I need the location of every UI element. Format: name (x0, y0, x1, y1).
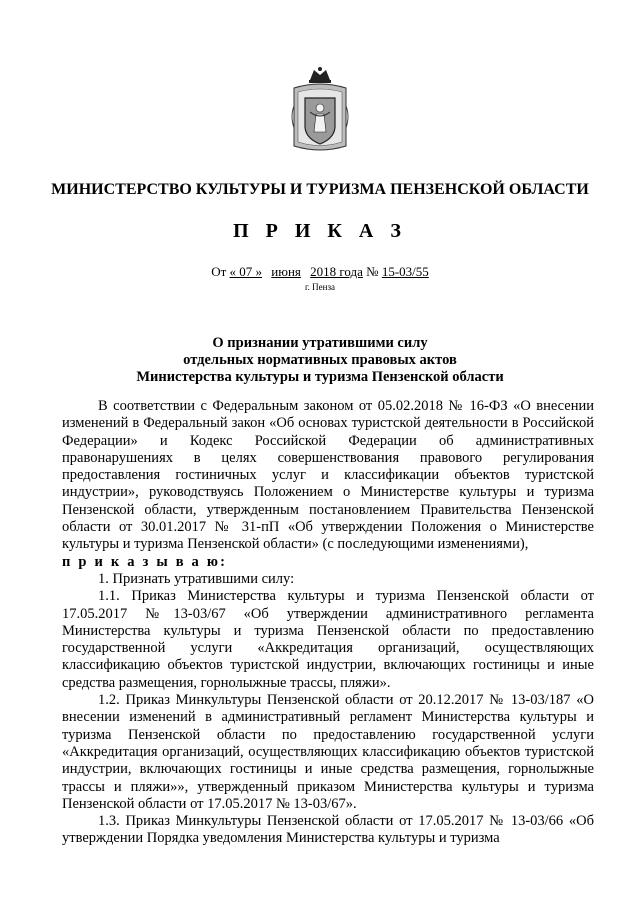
coat-of-arms-icon (288, 66, 352, 156)
document-heading (0, 335, 640, 386)
paragraph-item-1-3: 1.3. Приказ Минкультуры Пензенской области от 17.05.2017 № 13-03/66 «Об утверждении Порядка уведомления Министерства культуры и туризма (62, 813, 594, 847)
city-label: г. Пенза (304, 282, 336, 292)
number-sign: № (366, 264, 379, 279)
heading-line-3: Министерства культуры и туризма Пензенской области (136, 369, 504, 385)
heading-line-1: О признании утратившими силу (212, 335, 428, 351)
date-number-line (0, 264, 640, 280)
paragraph-item-1: 1. Признать утратившими силу: (98, 570, 295, 587)
paragraph-preamble: В соответствии с Федеральным законом от 05.02.2018 № 16-ФЗ «О внесении изменений в Федеральный закон «Об основах туристской деятельности в Российской Федерации» и Кодекс Российской Федерации об административных правонарушениях в целях совершенствования правового регулирования предоставления гостиничных услуг и классификации объектов туристской индустрии», руководствуясь Положением о Министерстве культуры и туризма Пензенской области, утвержденным постановлением Правительства Пензенской области от 30.01.2017 № 31-пП «Об утверждении Положения о Министерстве культуры и туризма Пензенской области» (с последующими изменениями), (62, 398, 594, 553)
date-prefix: От (211, 264, 227, 279)
order-number: 15-03/55 (381, 264, 429, 279)
paragraph-item-1-2: 1.2. Приказ Минкультуры Пензенской области от 20.12.2017 № 13-03/187 «О внесении изменений в административный регламент Министерства культуры и туризма Пензенской области по предоставлению государственной услуги «Аккредитация организаций, осуществляющих классификацию объектов туристской индустрии, включающих гостиницы и иные средства размещения, горнолыжные трассы и пляжи»», утвержденный приказом Министерства культуры и туризма Пензенской области от 17.05.2017 № 13-03/67». (62, 692, 594, 812)
order-word: п р и к а з ы в а ю: (62, 553, 228, 570)
date-month: июня (271, 264, 301, 279)
paragraph-item-1-1: 1.1. Приказ Министерства культуры и туризма Пензенской области от 17.05.2017 №13-03/67 «Об утверждении административного регламента Министерства культуры и туризма Пензенской области по предоставлению государственной услуги «Аккредитация организаций, осуществляющих классификацию объектов туристской индустрии, включающих гостиницы и иные средства размещения, горнолыжные трассы, пляжи». (62, 588, 594, 691)
document-body (62, 398, 594, 848)
ministry-name: МИНИСТЕРСТВО КУЛЬТУРЫ И ТУРИЗМА ПЕНЗЕНСКОЙ ОБЛАСТИ (51, 181, 589, 198)
heading-line-2: отдельных нормативных правовых актов (183, 352, 457, 368)
date-year: 2018 года (310, 264, 363, 279)
document-type-title: П Р И К А З (233, 220, 407, 242)
date-day: « 07 » (229, 264, 263, 279)
